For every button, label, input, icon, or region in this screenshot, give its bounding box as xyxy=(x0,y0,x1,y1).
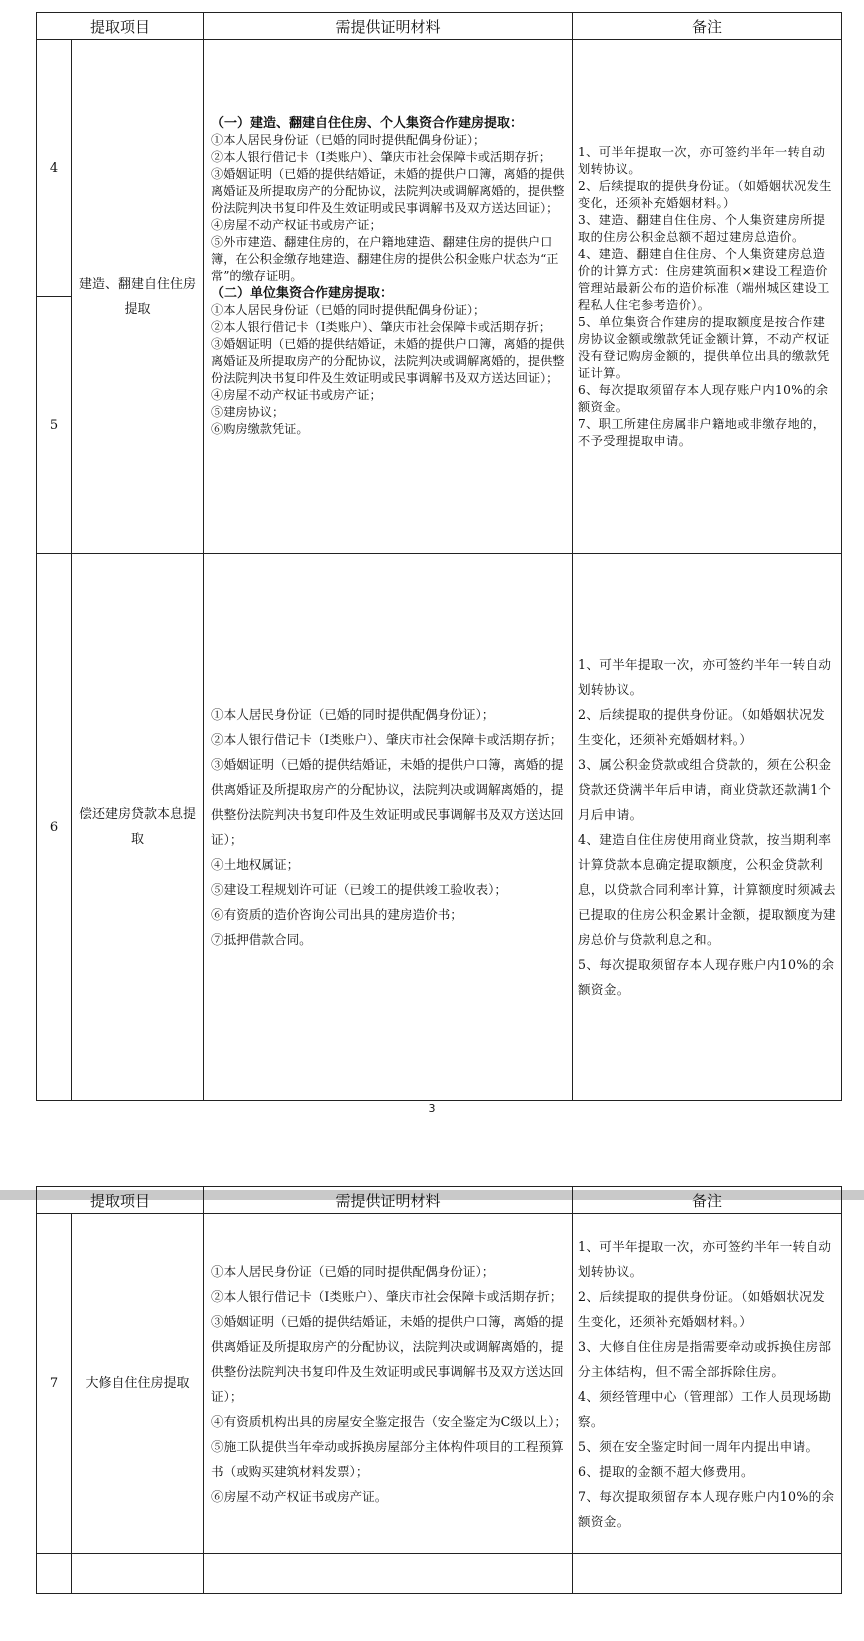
materials-heading-1: （一）建造、翻建自住住房、个人集资合作建房提取： xyxy=(211,116,524,131)
list-item: ②本人银行借记卡（I类账户）、肇庆市社会保障卡或活期存折； xyxy=(211,320,551,334)
header-materials: 需提供证明材料 xyxy=(204,1187,573,1214)
list-item: 4、建造、翻建自住住房、个人集资建房总造价的计算方式：住房建筑面积×建设工程造价管理站最新公布的造价标准（端州城区建设工程私人住宅参考造价）。 xyxy=(578,246,830,312)
list-item: 1、可半年提取一次，亦可签约半年一转自动划转协议。 xyxy=(578,144,826,176)
list-item: ⑥有资质的造价咨询公司出具的建房造价书； xyxy=(211,907,463,922)
list-item: ④土地权属证； xyxy=(211,857,300,872)
list-item: ④有资质机构出具的房屋安全鉴定报告（安全鉴定为C级以上）； xyxy=(211,1413,567,1429)
list-item: ①本人居民身份证（已婚的同时提供配偶身份证）； xyxy=(211,303,486,317)
materials-build-rebuild xyxy=(204,40,573,554)
list-item: ③婚姻证明（已婚的提供结婚证，未婚的提供户口簿，离婚的提供离婚证及所提取房产的分配协议，法院判决或调解离婚的，提供整份法院判决书复印件及生效证明或民事调解书及双方送达回证）； xyxy=(211,1313,564,1404)
header-notes: 备注 xyxy=(573,1187,842,1214)
list-item: ⑥购房缴款凭证。 xyxy=(211,422,309,436)
withdrawal-table-page-4 xyxy=(36,1186,842,1594)
list-item: 7、职工所建住房属非户籍地或非缴存地的，不予受理提取申请。 xyxy=(578,416,826,448)
list-item: 2、后续提取的提供身份证。（如婚姻状况发生变化，还须补充婚姻材料。） xyxy=(578,1288,826,1329)
empty-cell xyxy=(37,1554,72,1594)
list-item: 7、每次提取须留存本人现存账户内10%的余额资金。 xyxy=(578,1488,835,1529)
table-row-6 xyxy=(37,554,842,1101)
list-item: ⑤施工队提供当年牵动或拆换房屋部分主体构件项目的工程预算书（或购买建筑材料发票）； xyxy=(211,1438,564,1479)
list-item: 1、可半年提取一次，亦可签约半年一转自动划转协议。 xyxy=(578,1238,832,1279)
row-number-6: 6 xyxy=(37,554,72,1101)
materials-list-1 xyxy=(211,132,568,285)
list-item: ④房屋不动产权证书或房产证； xyxy=(211,218,382,232)
notes-build-rebuild xyxy=(573,40,842,554)
materials-list-2 xyxy=(211,302,568,438)
list-item: ⑤外市建造、翻建住房的，在户籍地建造、翻建住房的提供户口簿，在公积金缴存地建造、翻建住房的提供公积金账户状态为“正常”的缴存证明。 xyxy=(211,235,559,283)
table-row-7 xyxy=(37,1214,842,1554)
list-item: 6、提取的金额不超大修费用。 xyxy=(578,1463,754,1479)
list-item: 2、后续提取的提供身份证。（如婚姻状况发生变化，还须补充婚姻材料。） xyxy=(578,707,826,747)
header-notes: 备注 xyxy=(573,13,842,40)
document-page-4 xyxy=(0,1191,864,1641)
list-item: 5、单位集资合作建房的提取额度是按合作建房协议金额或缴款凭证金额计算，不动产权证没有登记购房金额的，提供单位出具的缴款凭证计算。 xyxy=(578,314,830,380)
materials-major-repair xyxy=(204,1214,573,1554)
empty-cell xyxy=(204,1554,573,1594)
list-item: ①本人居民身份证（已婚的同时提供配偶身份证）； xyxy=(211,133,486,147)
list-item: ⑤建设工程规划许可证（已竣工的提供竣工验收表）； xyxy=(211,882,507,897)
list-item: 3、建造、翻建自住住房、个人集资建房所提取的住房公积金总额不超过建房总造价。 xyxy=(578,212,826,244)
row-number-4: 4 xyxy=(37,40,72,297)
list-item: 4、建造自住住房使用商业贷款，按当期利率计算贷款本息确定提取额度，公积金贷款利息，以贷款合同利率计算，计算额度时须减去已提取的住房公积金累计金额，提取额度为建房总价与贷款利息之和。 xyxy=(578,832,836,947)
row-number-7: 7 xyxy=(37,1214,72,1554)
list-item: 2、后续提取的提供身份证。（如婚姻状况发生变化，还须补充婚姻材料。） xyxy=(578,178,832,210)
table-row-next xyxy=(37,1554,842,1594)
list-item: ⑦抵押借款合同。 xyxy=(211,932,312,947)
page-number: 3 xyxy=(428,1102,436,1115)
notes-repay-build-loan xyxy=(573,554,842,1101)
list-item: ①本人居民身份证（已婚的同时提供配偶身份证）； xyxy=(211,1263,495,1279)
list-item: ③婚姻证明（已婚的提供结婚证，未婚的提供户口簿，离婚的提供离婚证及所提取房产的分配协议，法院判决或调解离婚的，提供整份法院判决书复印件及生效证明或民事调解书及双方送达回证）； xyxy=(211,337,565,385)
list-item: 6、每次提取须留存本人现存账户内10%的余额资金。 xyxy=(578,382,829,414)
header-materials: 需提供证明材料 xyxy=(204,13,573,40)
header-item: 提取项目 xyxy=(37,13,204,40)
list-item: ⑤建房协议； xyxy=(211,405,285,419)
materials-repay-build-loan xyxy=(204,554,573,1101)
list-item: 1、可半年提取一次，亦可签约半年一转自动划转协议。 xyxy=(578,657,832,697)
empty-cell xyxy=(72,1554,204,1594)
list-item: ⑥房屋不动产权证书或房产证。 xyxy=(211,1488,388,1504)
row-number-5: 5 xyxy=(37,297,72,554)
table-header-row xyxy=(37,13,842,40)
table-row-4 xyxy=(37,40,842,297)
item-major-repair: 大修自住住房提取 xyxy=(72,1214,204,1554)
item-repay-build-loan: 偿还建房贷款本息提取 xyxy=(72,554,204,1101)
item-build-rebuild: 建造、翻建自住住房提取 xyxy=(72,40,204,554)
table-header-row xyxy=(37,1187,842,1214)
withdrawal-table-page-3 xyxy=(36,12,842,1101)
list-item: ①本人居民身份证（已婚的同时提供配偶身份证）； xyxy=(211,707,495,722)
list-item: ②本人银行借记卡（I类账户）、肇庆市社会保障卡或活期存折； xyxy=(211,1288,563,1304)
list-item: 5、每次提取须留存本人现存账户内10%的余额资金。 xyxy=(578,957,835,997)
list-item: 4、须经管理中心（管理部）工作人员现场勘察。 xyxy=(578,1388,832,1429)
list-item: ②本人银行借记卡（I类账户）、肇庆市社会保障卡或活期存折； xyxy=(211,150,551,164)
list-item: ③婚姻证明（已婚的提供结婚证，未婚的提供户口簿，离婚的提供离婚证及所提取房产的分配协议，法院判决或调解离婚的，提供整份法院判决书复印件及生效证明或民事调解书及双方送达回证）； xyxy=(211,757,564,847)
notes-major-repair xyxy=(573,1214,842,1554)
list-item: 3、大修自住住房是指需要牵动或拆换住房部分主体结构，但不需全部拆除住房。 xyxy=(578,1338,832,1379)
list-item: ②本人银行借记卡（I类账户）、肇庆市社会保障卡或活期存折； xyxy=(211,732,563,747)
list-item: ③婚姻证明（已婚的提供结婚证，未婚的提供户口簿，离婚的提供离婚证及所提取房产的分配协议，法院判决或调解离婚的，提供整份法院判决书复印件及生效证明或民事调解书及双方送达回证）； xyxy=(211,167,565,215)
list-item: ④房屋不动产权证书或房产证； xyxy=(211,388,382,402)
materials-heading-2: （二）单位集资合作建房提取： xyxy=(211,286,394,301)
header-item: 提取项目 xyxy=(37,1187,204,1214)
empty-cell xyxy=(573,1554,842,1594)
list-item: 3、属公积金贷款或组合贷款的，须在公积金贷款还贷满半年后申请，商业贷款还款满1个月后申请。 xyxy=(578,757,832,822)
list-item: 5、须在安全鉴定时间一周年内提出申请。 xyxy=(578,1438,819,1454)
